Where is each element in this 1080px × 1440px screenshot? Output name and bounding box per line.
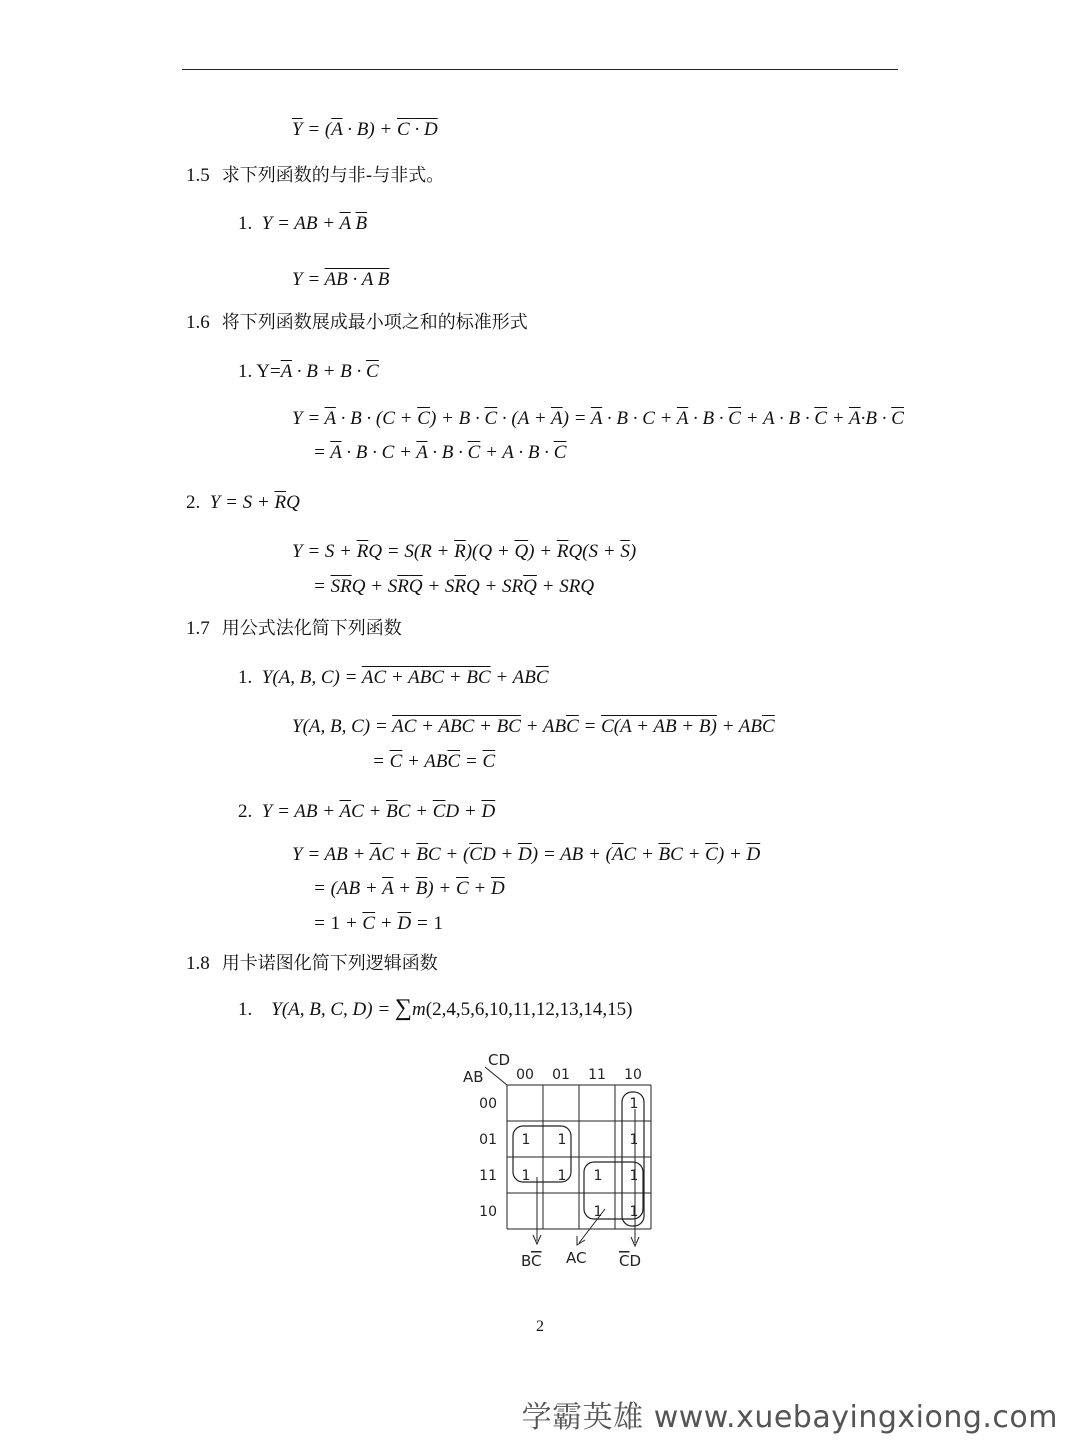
formula-1-6-2-result: = $\overline{S}\overline{R}Q + S\overline{R}\overline{Q} + S\overline{R}Q + SR\overline{Q}$ + SRQ [313,576,595,597]
kmap-row-label: 11 [479,1168,497,1184]
page-number: 2 [536,1318,544,1335]
header-rule [182,69,898,70]
section-number: 1.8 [186,953,210,974]
section-1-5-heading [186,164,444,188]
kmap-cell-one: 1 [593,1168,603,1184]
item-number: 1. [238,213,253,234]
kmap-row-label: 10 [479,1204,497,1220]
section-title: 将下列函数展成最小项之和的标准形式 [221,312,528,333]
formula-1-7-1-expand: Y(A, B, C) = AC + ABC + BC + $AB\overline{C} = C(A$ + AB + $B) + AB\overline{C}$ [292,716,775,737]
kmap-col-label: 10 [624,1067,642,1083]
kmap-group-label-ac: AC [566,1249,587,1267]
problem-1-5-1: 1. Y = AB + $\overline{A}$ $\overline{B}$ [238,213,368,234]
kmap-col-label: 01 [552,1067,570,1083]
kmap-group-label-bc: BC [521,1252,542,1270]
section-title: 求下列函数的与非-与非式。 [221,165,445,186]
kmap-corner-diagonal [485,1067,507,1085]
watermark: 学霸英雄 www.xuebayingxiong.com [521,1400,1058,1435]
formula-1-7-2-step2: = $(AB + \overline{A} + \overline{B}) + \overline{C} + \overline{D}$ [313,878,505,899]
kmap-col-var: CD [488,1051,511,1069]
kmap-cell-one: 1 [629,1204,639,1220]
formula-1-6-1-result: = $\overline{A} \cdot B \cdot C + \overline{A} \cdot B \cdot \overline{C} + A \cdot B \cdot \overline{C}$ [313,442,567,463]
formula-y-complement: $\overline{Y} = (\overline{A} \cdot B) + C \cdot D$ [292,119,438,140]
problem-1-6-1: 1. $Y=\overline{A} \cdot B + B \cdot \overline{C}$ [238,361,379,382]
problem-1-7-1: 1. Y(A, B, C) = AC + ABC + BC + $AB\overline{C}$ [238,667,549,688]
problem-1-8-1: 1. Y(A, B, C, D) = ∑m(2,4,5,6,10,11,12,13,14,15) [238,995,633,1021]
section-title: 用卡诺图化简下列逻辑函数 [221,953,438,974]
section-1-6-heading [186,311,528,335]
item-number: 1. [238,667,253,688]
formula-1-6-1-expand: $Y = \overline{A} \cdot B \cdot (C + \overline{C}) + B \cdot \overline{C} \cdot (A + \overline{A}) = \overline{A} \cdot B \cdot C + \overline{A} \cdot B \cdot \overline{C} + A \cdot B \cdot \overline{C} + \overline{A}\cdot B \cdot \overline{C}$ [292,408,904,429]
formula-1-7-1-result: = $\overline{C} + AB\overline{C} = \overline{C}$ [372,751,496,772]
kmap-cell-one: 1 [593,1204,603,1220]
section-title: 用公式法化简下列函数 [221,618,402,639]
kmap-row-label: 01 [479,1132,497,1148]
formula-nand-nand: Y = AB · A B [292,269,390,290]
kmap-col-label: 00 [516,1067,534,1083]
kmap-cell-one: 1 [521,1132,531,1148]
kmap-cell-one: 1 [629,1168,639,1184]
item-number: 2. [186,492,201,513]
section-1-8-heading [186,952,438,976]
problem-1-6-2: 2. $Y = S + \overline{R}Q$ [186,492,300,513]
kmap-col-label: 11 [588,1067,606,1083]
item-number: 2. [238,801,253,822]
formula-1-7-2-step1: Y = AB + $\overline{A}C + \overline{B}C + (\overline{C}D + \overline{D})$ = AB + $(\overline{A}C + \overline{B}C + \overline{C}) + \overline{D}$ [292,844,761,865]
section-number: 1.6 [186,312,210,333]
kmap-row-var: AB [463,1068,484,1086]
formula-1-7-2-result: = $1 + \overline{C} + \overline{D} = 1$ [313,913,443,934]
kmap-cell-one: 1 [629,1132,639,1148]
problem-1-7-2: 2. Y = AB + $\overline{A}C + \overline{B}C + \overline{C}D + \overline{D}$ [238,801,496,822]
kmap-row-label: 00 [479,1096,497,1112]
item-number: 1. [238,999,253,1020]
kmap-group-label-cd: CD [619,1252,642,1270]
kmap-cell-one: 1 [557,1132,567,1148]
formula-1-6-2-expand: $Y = S + \overline{R}Q = S(R + \overline{R})(Q + \overline{Q}) + \overline{R}Q(S + \overline{S})$ [292,541,637,562]
kmap-arrow-ac [579,1209,605,1243]
karnaugh-map [455,1045,670,1275]
section-number: 1.7 [186,618,210,639]
kmap-cell-one: 1 [629,1096,639,1112]
item-number: 1. [238,361,253,382]
kmap-cell-one: 1 [521,1168,531,1184]
section-number: 1.5 [186,165,210,186]
kmap-cell-one: 1 [557,1168,567,1184]
section-1-7-heading [186,617,402,641]
